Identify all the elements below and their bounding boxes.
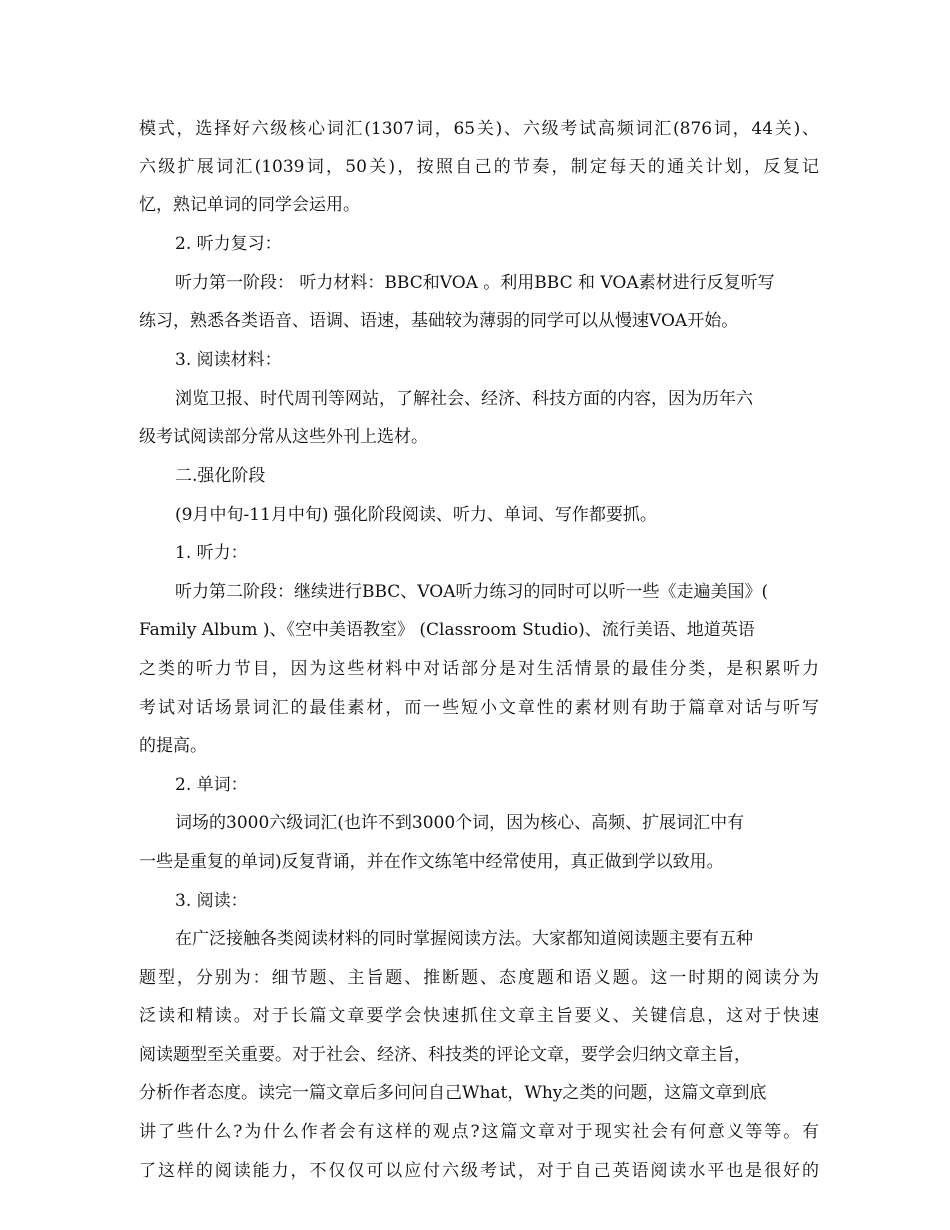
- text-line: (9月中旬-11月中旬) 强化阶段阅读、听力、单词、写作都要抓。: [175, 505, 657, 525]
- text-line: 了这样的阅读能力，不仅仅可以应付六级考试，对于自己英语阅读水平也是很好的: [139, 1161, 819, 1181]
- section-heading: 二.强化阶段: [175, 466, 266, 486]
- text-line: 浏览卫报、时代周刊等网站，了解社会、经济、科技方面的内容，因为历年六: [175, 389, 753, 409]
- text-line: 在广泛接触各类阅读材料的同时掌握阅读方法。大家都知道阅读题主要有五种: [175, 929, 753, 949]
- text-line: 之类的听力节目，因为这些材料中对话部分是对生活情景的最佳分类，是积累听力: [139, 659, 819, 679]
- section-heading: 3. 阅读：: [175, 891, 248, 911]
- section-heading: 3. 阅读材料：: [175, 350, 282, 370]
- text-line: 忆，熟记单词的同学会运用。: [139, 195, 360, 215]
- text-line: 的提高。: [139, 736, 207, 756]
- text-line: Family Album )、《空中美语教室》 (Classroom Studio)、流行美语、地道英语: [139, 620, 755, 640]
- text-line: 模式，选择好六级核心词汇(1307词，65关)、六级考试高频词汇(876词，44关)、: [139, 119, 819, 139]
- text-line: 词场的3000六级词汇(也许不到3000个词，因为核心、高频、扩展词汇中有: [175, 813, 745, 833]
- text-line: 分析作者态度。读完一篇文章后多问问自己What，Why之类的问题，这篇文章到底: [139, 1083, 767, 1103]
- section-heading: 2. 单词：: [175, 775, 248, 795]
- text-line: 题型，分别为：细节题、主旨题、推断题、态度题和语义题。这一时期的阅读分为: [139, 968, 819, 988]
- text-line: 讲了些什么?为什么作者会有这样的观点?这篇文章对于现实社会有何意义等等。有: [139, 1122, 819, 1142]
- text-line: 练习，熟悉各类语音、语调、语速，基础较为薄弱的同学可以从慢速VOA开始。: [139, 311, 739, 331]
- text-line: 一些是重复的单词)反复背诵，并在作文练笔中经常使用，真正做到学以致用。: [139, 852, 724, 872]
- text-line: 阅读题型至关重要。对于社会、经济、科技类的评论文章，要学会归纳文章主旨，: [139, 1045, 751, 1065]
- text-line: 考试对话场景词汇的最佳素材，而一些短小文章性的素材则有助于篇章对话与听写: [139, 698, 819, 718]
- section-heading: 2. 听力复习：: [175, 234, 282, 254]
- text-line: 听力第二阶段：继续进行BBC、VOA听力练习的同时可以听一些《走遍美国》(: [175, 582, 769, 602]
- section-heading: 1. 听力：: [175, 543, 248, 563]
- text-line: 级考试阅读部分常从这些外刊上选材。: [139, 427, 428, 447]
- text-line: 六级扩展词汇(1039词，50关)，按照自己的节奏，制定每天的通关计划，反复记: [139, 157, 819, 177]
- text-line: 泛读和精读。对于长篇文章要学会快速抓住文章主旨要义、关键信息，这对于快速: [139, 1006, 819, 1026]
- text-line: 听力第一阶段： 听力材料：BBC和VOA 。利用BBC 和 VOA素材进行反复听写: [175, 273, 775, 293]
